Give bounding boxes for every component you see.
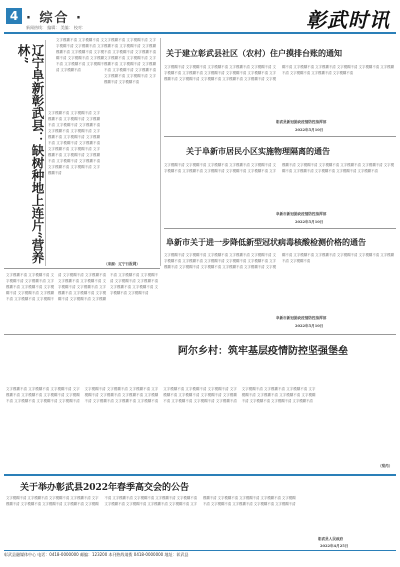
bottom-left-body: 文字模糊不清 文字模糊不清 文字模糊不清 文字模糊不清 文字模糊不清 文字模糊不清 文字模糊不清 文字模糊不清 文字模糊不清 文字模糊不清 文字模糊不清 文字模糊不清 文字模糊不清 文字模糊不清 文字模糊不清 文字模糊不清 文字模糊不清 文字模糊不清 文字模糊不清 文字模糊不清 文字模糊不清 文字模糊不清 文字模糊不清 文字模糊不清 文字模糊不清 文字模糊不清 文字模糊不清 文字模糊不清 文字模糊不清 文字模糊不清 xyxy=(6,273,158,301)
notice1-body: 文字模糊不清 文字模糊不清 文字模糊不清 文字模糊不清 文字模糊不清 文字模糊不清 文字模糊不清 文字模糊不清 文字模糊不清 文字模糊不清 文字模糊不清 文字模糊不清 文字模糊不清 文字模糊不清 文字模糊不清 文字模糊不清 文字模糊不清 文字模糊不清 文字模糊不清 文字模糊不清 文字模糊不清 文字模糊不清 文字模糊不清 文字模糊不清 xyxy=(164,65,394,81)
article4-body: 文字模糊不清 文字模糊不清 文字模糊不清 文字模糊不清 文字模糊不清 文字模糊不清 文字模糊不清 文字模糊不清 文字模糊不清 文字模糊不清 文字模糊不清 文字模糊不清 文字模糊不清 文字模糊不清 文字模糊不清 文字模糊不清 文字模糊不清 文字模糊不清 文字模糊不清 文字模糊不清 文字模糊不清 文字模糊不清 文字模糊不清 文字模糊不清 文字模糊不清 文字模糊不清 文字模糊不清 文字模糊不清 文字模糊不清 文字模糊不清 文字模糊不清 文字模糊不清 文字模糊不清 文字模糊不清 文字模糊不清 文字模糊不清 文字模糊不清 文字模糊不清 文字模糊不清 文字模糊不清 xyxy=(6,387,316,403)
left-article-headline: 辽宁阜新彰武县：缺树种地上连片“营养林” xyxy=(16,44,45,264)
edition-info: 新闻热线： 编辑： 美编： 校对： xyxy=(26,25,86,30)
notice2-body: 文字模糊不清 文字模糊不清 文字模糊不清 文字模糊不清 文字模糊不清 文字模糊不清 文字模糊不清 文字模糊不清 文字模糊不清 文字模糊不清 文字模糊不清 文字模糊不清 文字模糊不清 文字模糊不清 文字模糊不清 文字模糊不清 文字模糊不清 文字模糊不清 文字模糊不清 文字模糊不清 xyxy=(164,163,394,173)
footer-info: 彰武县融媒体中心 电话：0418-0000000 邮编：123200 本刊热线请拨 0418-0000000 地址：彰武县 xyxy=(4,552,189,557)
bottom-notice-signature: 彰武县人民政府 xyxy=(318,537,344,541)
notice1-signature: 彰武县新冠肺炎疫情防控指挥部 xyxy=(276,120,327,124)
divider xyxy=(4,334,396,335)
divider xyxy=(164,136,396,137)
divider xyxy=(4,268,160,269)
footer-rule xyxy=(4,550,396,551)
bottom-notice-body: 文字模糊不清 文字模糊不清 文字模糊不清 文字模糊不清 文字模糊不清 文字模糊不清 文字模糊不清 文字模糊不清 文字模糊不清 文字模糊不清 文字模糊不清 文字模糊不清 文字模糊不清 文字模糊不清 文字模糊不清 文字模糊不清 文字模糊不清 文字模糊不清 文字模糊不清 文字模糊不清 文字模糊不清 文字模糊不清 文字模糊不清 文字模糊不清 文字模糊不清 文字模糊不清 xyxy=(6,496,296,506)
notice2-signature: 阜新市新冠肺炎疫情防控指挥部 xyxy=(276,212,327,216)
left-article-body-mid: 文字模糊不清 文字模糊不清 文字模糊不清 文字模糊不清 文字模糊不清 文字模糊不清 文字模糊不清 文字模糊不清 文字模糊不清 文字模糊不清 文字模糊不清 文字模糊不清 文字模糊不清 文字模糊不清 文字模糊不清 文字模糊不清 文字模糊不清 文字模糊不清 xyxy=(104,38,156,84)
notice1-date: 2022年5月10日 xyxy=(295,128,324,132)
notice3-headline: 阜新市关于进一步降低新型冠状病毒核酸检测价格的通告 xyxy=(166,237,366,247)
notice3-body: 文字模糊不清 文字模糊不清 文字模糊不清 文字模糊不清 文字模糊不清 文字模糊不清 文字模糊不清 文字模糊不清 文字模糊不清 文字模糊不清 文字模糊不清 文字模糊不清 文字模糊不清 文字模糊不清 文字模糊不清 文字模糊不清 文字模糊不清 文字模糊不清 文字模糊不清 文字模糊不清 文字模糊不清 文字模糊不清 xyxy=(164,253,394,269)
notice3-signature: 阜新市新冠肺炎疫情防控指挥部 xyxy=(276,316,327,320)
bottom-notice-date: 2022年4月25日 xyxy=(320,544,349,548)
page-number: 4 xyxy=(6,8,22,24)
section-title: · 综合 · xyxy=(26,11,83,26)
left-article-source: （来源：辽宁日报网） xyxy=(104,262,140,266)
divider xyxy=(164,228,396,229)
notice2-date: 2022年5月10日 xyxy=(295,220,324,224)
article4-headline: 阿尔乡村：筑牢基层疫情防控坚强堡垒 xyxy=(178,346,348,357)
divider xyxy=(4,474,396,476)
divider xyxy=(45,40,46,266)
masthead-logo: 彰武时讯 xyxy=(306,8,390,32)
header-rule xyxy=(4,32,396,34)
left-article-body-bottom: 文字模糊不清 文字模糊不清 文字模糊不清 文字模糊不清 文字模糊不清 文字模糊不清 文字模糊不清 文字模糊不清 文字模糊不清 文字模糊不清 文字模糊不清 文字模糊不清 文字模糊不清 文字模糊不清 文字模糊不清 文字模糊不清 文字模糊不清 文字模糊不清 文字模糊不清 文字模糊不清 文字模糊不清 文字模糊不清 文字模糊不清 文字模糊不清 xyxy=(48,111,100,175)
notice3-date: 2022年5月10日 xyxy=(295,324,324,328)
notice1-headline: 关于建立彰武县社区（农村）住户摸排台账的通知 xyxy=(166,48,342,58)
left-article-body-top: 文字模糊不清 文字模糊不清 文字模糊不清 文字模糊不清 文字模糊不清 文字模糊不清 文字模糊不清 文字模糊不清 文字模糊不清 文字模糊不清 文字模糊不清 文字模糊不清 xyxy=(56,38,104,72)
notice2-headline: 关于阜新市居民小区实施物理隔离的通告 xyxy=(186,146,330,156)
article4-byline: （梁芮） xyxy=(378,464,393,468)
divider xyxy=(160,38,161,266)
bottom-notice-headline: 关于举办彰武县2022年春季高交会的公告 xyxy=(20,483,190,493)
